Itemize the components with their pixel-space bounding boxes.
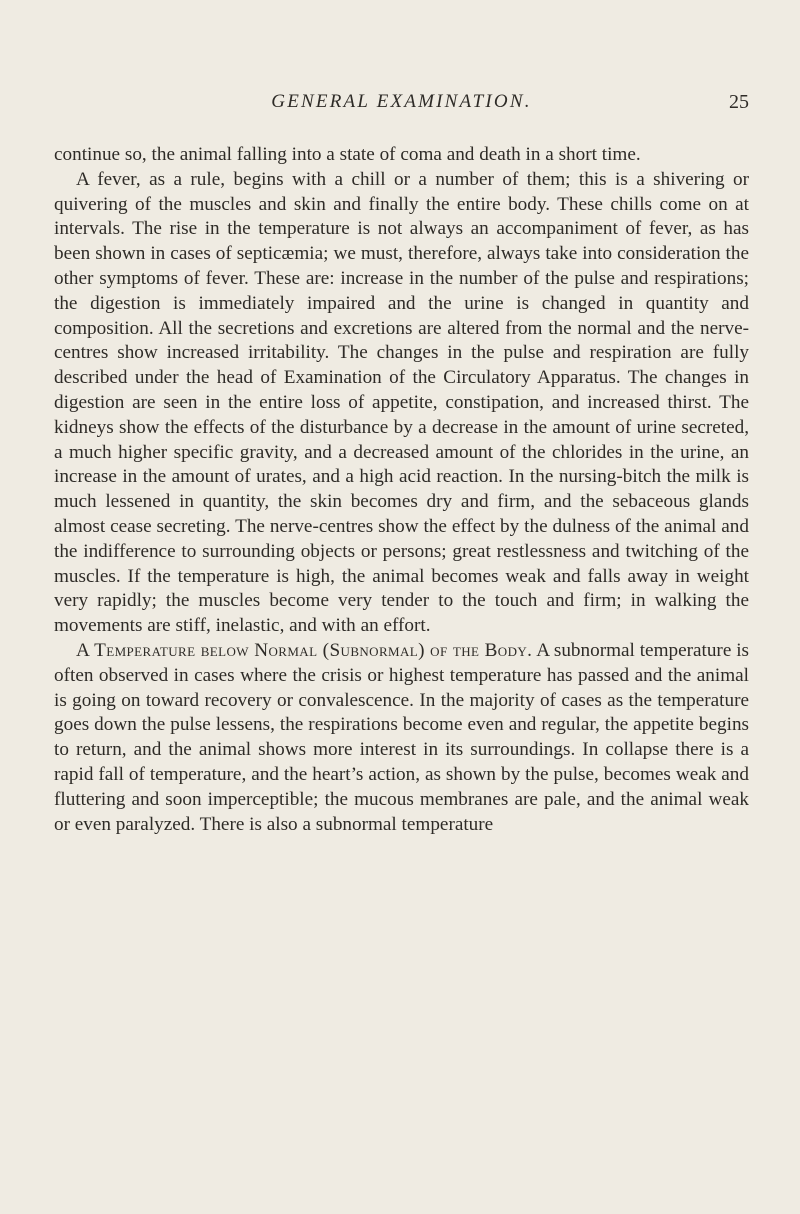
page-number: 25 [729, 91, 749, 113]
paragraph-continuation: continue so, the animal falling into a state of coma and death in a short time. [54, 144, 641, 165]
paragraph-subnormal-text: A subnormal temperature is often observed in cases where the crisis or highest temperature has passed and the animal is going on toward recovery or convalescence. In the majority of cases as the temperature goes down the pulse lessens, the respirations become even and regular, the appetite begins to return, and the animal shows more interest in its surroundings. In collapse there is a rapid fall of temperature, and the heart’s action, as shown by the pulse, becomes weak and fluttering and soon imperceptible; the mucous membranes are pale, and the animal weak or even paralyzed. There is also a subnormal temperature [54, 639, 749, 835]
section-heading-subnormal: A Temperature below Normal (Subnormal) of the Body. [76, 639, 533, 661]
paragraph-subnormal [54, 639, 749, 837]
body-text [54, 143, 749, 837]
paragraph-fever: A fever, as a rule, begins with a chill or a number of them; this is a shivering or quivering of the muscles and skin and finally the entire body. These chills come on at intervals. The rise in the temperature is not always an accompaniment of fever, as has been shown in cases of septicæmia; we must, therefore, always take into consideration the other symptoms of fever. These are: increase in the number of the pulse and respirations; the digestion is immediately impaired and the urine is changed in quantity and composition. All the secretions and excretions are altered from the normal and the nerve-centres show increased irritability. The changes in the pulse and respiration are fully described under the head of Examination of the Circulatory Apparatus. The changes in digestion are seen in the entire loss of appetite, constipation, and increased thirst. The kidneys show the effects of the disturbance by a decrease in the amount of urine secreted, a much higher specific gravity, and a decreased amount of the chlorides in the urine, an increase in the amount of urates, and a high acid reaction. In the nursing-bitch the milk is much lessened in quantity, the skin becomes dry and firm, and the sebaceous glands almost cease secreting. The nerve-centres show the effect by the dulness of the animal and the indifference to surrounding objects or persons; great restlessness and twitching of the muscles. If the temperature is high, the animal becomes weak and falls away in weight very rapidly; the muscles become very tender to the touch and firm; in walking the movements are stiff, inelastic, and with an effort. [54, 168, 749, 637]
running-head [54, 88, 749, 116]
running-title: GENERAL EXAMINATION. [271, 91, 532, 112]
